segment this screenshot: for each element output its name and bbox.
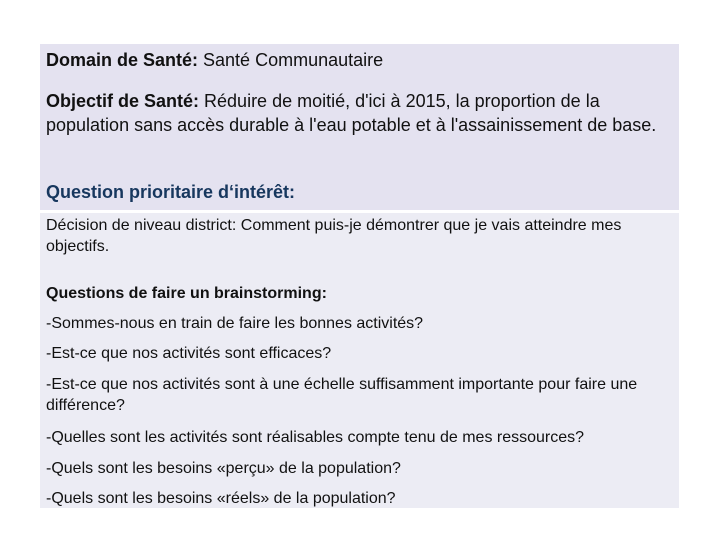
objective-value: Réduire de moitié, d'ici à 2015, la proportion de la population sans accès durable à l'eau potable et à l'assainissement de base. — [46, 91, 657, 135]
question-item: -Sommes-nous en train de faire les bonnes activités? — [46, 315, 424, 332]
questions-section — [40, 213, 679, 508]
district-decision: Décision de niveau district: Comment puis-je démontrer que je vais atteindre mes objectifs. — [46, 217, 622, 255]
domain-value: Santé Communautaire — [198, 50, 384, 70]
question-item: -Est-ce que nos activités sont efficaces? — [46, 345, 332, 362]
content-card — [40, 44, 679, 508]
priority-question: Question prioritaire d‘intérêt: — [46, 182, 296, 202]
question-item: -Quels sont les besoins «perçu» de la population? — [46, 460, 401, 477]
question-item: -Est-ce que nos activités sont à une échelle suffisamment importante pour faire une différence? — [46, 376, 638, 414]
domain-label: Domain de Santé: — [46, 50, 199, 70]
domain-line — [46, 48, 671, 72]
header-section — [40, 44, 679, 210]
question-item: -Quels sont les besoins «réels» de la population? — [46, 490, 396, 507]
question-item: -Quelles sont les activités sont réalisables compte tenu de mes ressources? — [46, 429, 585, 446]
objective-label: Objectif de Santé: — [46, 91, 200, 111]
objective-line — [46, 89, 671, 137]
brainstorm-heading: Questions de faire un brainstorming: — [46, 285, 327, 302]
